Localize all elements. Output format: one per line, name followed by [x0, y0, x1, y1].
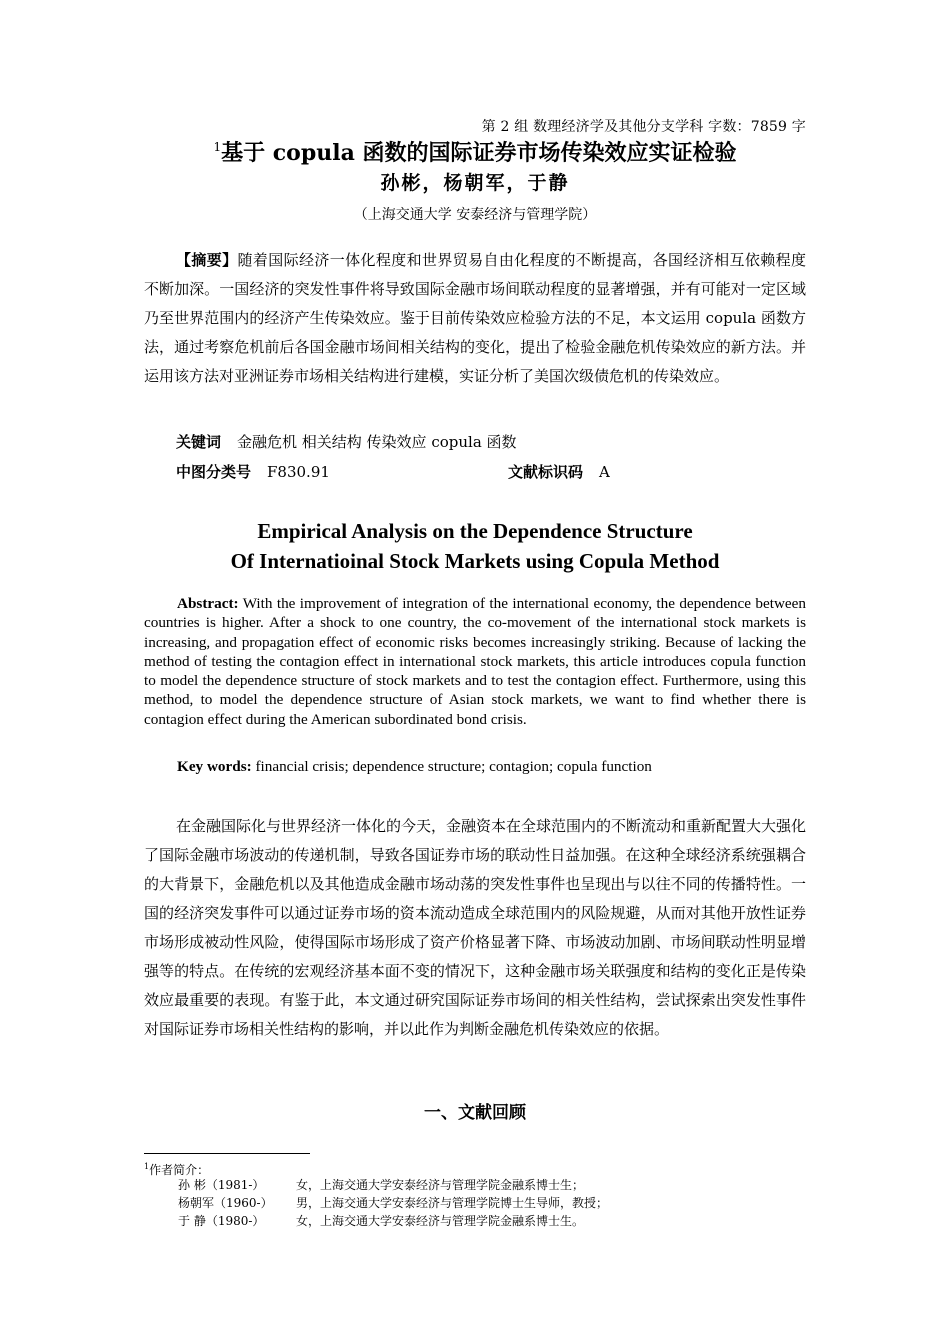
- footnote-mark: 1: [144, 1162, 150, 1171]
- doc-code-label: 文献标识码: [508, 463, 584, 481]
- chinese-keywords-label: 关键词: [176, 433, 222, 451]
- footnote-entry-desc: 女，上海交通大学安泰经济与管理学院金融系博士生；: [296, 1178, 585, 1192]
- footnote-entry-name: 孙 彬（1981-）: [178, 1178, 265, 1192]
- footnote-entry: [178, 1212, 584, 1230]
- english-keywords-label: Key words:: [177, 758, 252, 775]
- chinese-title: [0, 136, 950, 167]
- classification-line: [176, 461, 610, 482]
- document-code: [508, 461, 610, 482]
- english-keywords: [144, 757, 806, 776]
- chinese-abstract-text: 随着国际经济一体化程度和世界贸易自由化程度的不断提高，各国经济相互依赖程度不断加深。一国经济的突发性事件将导致国际金融市场间联动程度的显著增强，并有可能对一定区域乃至世界范围内的经济产生传染效应。鉴于目前传染效应检验方法的不足，本文运用 copula 函数方法，通过考察危机前后各国金融市场间相关结构的变化，提出了检验金融危机传染效应的新方法。并运用该方法对亚洲证券市场相关结构进行建模，实证分析了美国次级债危机的传染效应。: [144, 251, 806, 385]
- affiliation: （上海交通大学 安泰经济与管理学院）: [353, 207, 597, 223]
- doc-code-value: A: [599, 463, 610, 481]
- title-footnote-mark: 1: [213, 140, 222, 154]
- footnote-entry-desc: 女，上海交通大学安泰经济与管理学院金融系博士生。: [296, 1214, 585, 1228]
- footnote-entry: [178, 1194, 608, 1212]
- english-abstract: [144, 594, 806, 729]
- footnote-entry-name: 杨朝军（1960-）: [178, 1196, 273, 1210]
- section-heading: 一、文献回顾: [424, 1103, 526, 1123]
- english-keywords-text: financial crisis; dependence structure; contagion; copula function: [251, 758, 652, 775]
- english-abstract-text: With the improvement of integration of the international economy, the dependence between countries is higher. After a shock to one country, the co-movement of the international stock markets is increasing, and propagation effect of economic risks becomes increasingly striking. Because of lacking the method of testing the contagion effect in international stock markets, this article introduces copula function to model the dependence structure of stock markets and to test the contagion effect. Furthermore, using this method, to model the dependence structure of Asian stock markets, we want to find whether there is contagion effect during the American subordinated bond crisis.: [144, 595, 806, 728]
- english-abstract-label: Abstract:: [177, 595, 239, 612]
- chinese-keywords-text: 金融危机 相关结构 传染效应 copula 函数: [237, 433, 517, 451]
- footnote-entry: [178, 1176, 584, 1194]
- english-title-line-1: Empirical Analysis on the Dependence Structure: [257, 519, 693, 543]
- chinese-abstract: [144, 246, 806, 391]
- group-info: 第 2 组 数理经济学及其他分支学科 字数：7859 字: [481, 119, 806, 135]
- footnote-entry-desc: 男，上海交通大学安泰经济与管理学院博士生导师，教授；: [296, 1196, 609, 1210]
- intro-paragraph: 在金融国际化与世界经济一体化的今天，金融资本在全球范围内的不断流动和重新配置大大强化了国际金融市场波动的传递机制，导致各国证券市场的联动性日益加强。在这种全球经济系统强耦合的大背景下，金融危机以及其他造成金融市场动荡的突发性事件也呈现出与以往不同的传播特性。一国的经济突发事件可以通过证券市场的资本流动造成全球范围内的风险规避，从而对其他开放性证券市场形成被动性风险，使得国际市场形成了资产价格显著下降、市场波动加剧、市场间联动性明显增强等的特点。在传统的宏观经济基本面不变的情况下，这种金融市场关联强度和结构的变化正是传染效应最重要的表现。有鉴于此，本文通过研究国际证券市场间的相关性结构，尝试探索出突发性事件对国际证券市场相关性结构的影响，并以此作为判断金融危机传染效应的依据。: [144, 817, 807, 1038]
- chinese-title-text: 基于 copula 函数的国际证券市场传染效应实证检验: [221, 140, 737, 166]
- english-title-line-2: Of Internatioinal Stock Markets using Copula Method: [230, 549, 720, 573]
- clc-value: F830.91: [267, 463, 330, 481]
- footnote-divider: [144, 1153, 310, 1154]
- english-title: [0, 516, 950, 576]
- footnote-entry-name: 于 静（1980-）: [178, 1214, 265, 1228]
- chinese-keywords: [176, 431, 517, 452]
- clc-label: 中图分类号: [176, 463, 252, 481]
- authors: 孙彬，杨朝军，于静: [380, 172, 570, 194]
- footnote-title-text: 作者简介：: [149, 1163, 210, 1177]
- chinese-abstract-label: 【摘要】: [176, 251, 238, 269]
